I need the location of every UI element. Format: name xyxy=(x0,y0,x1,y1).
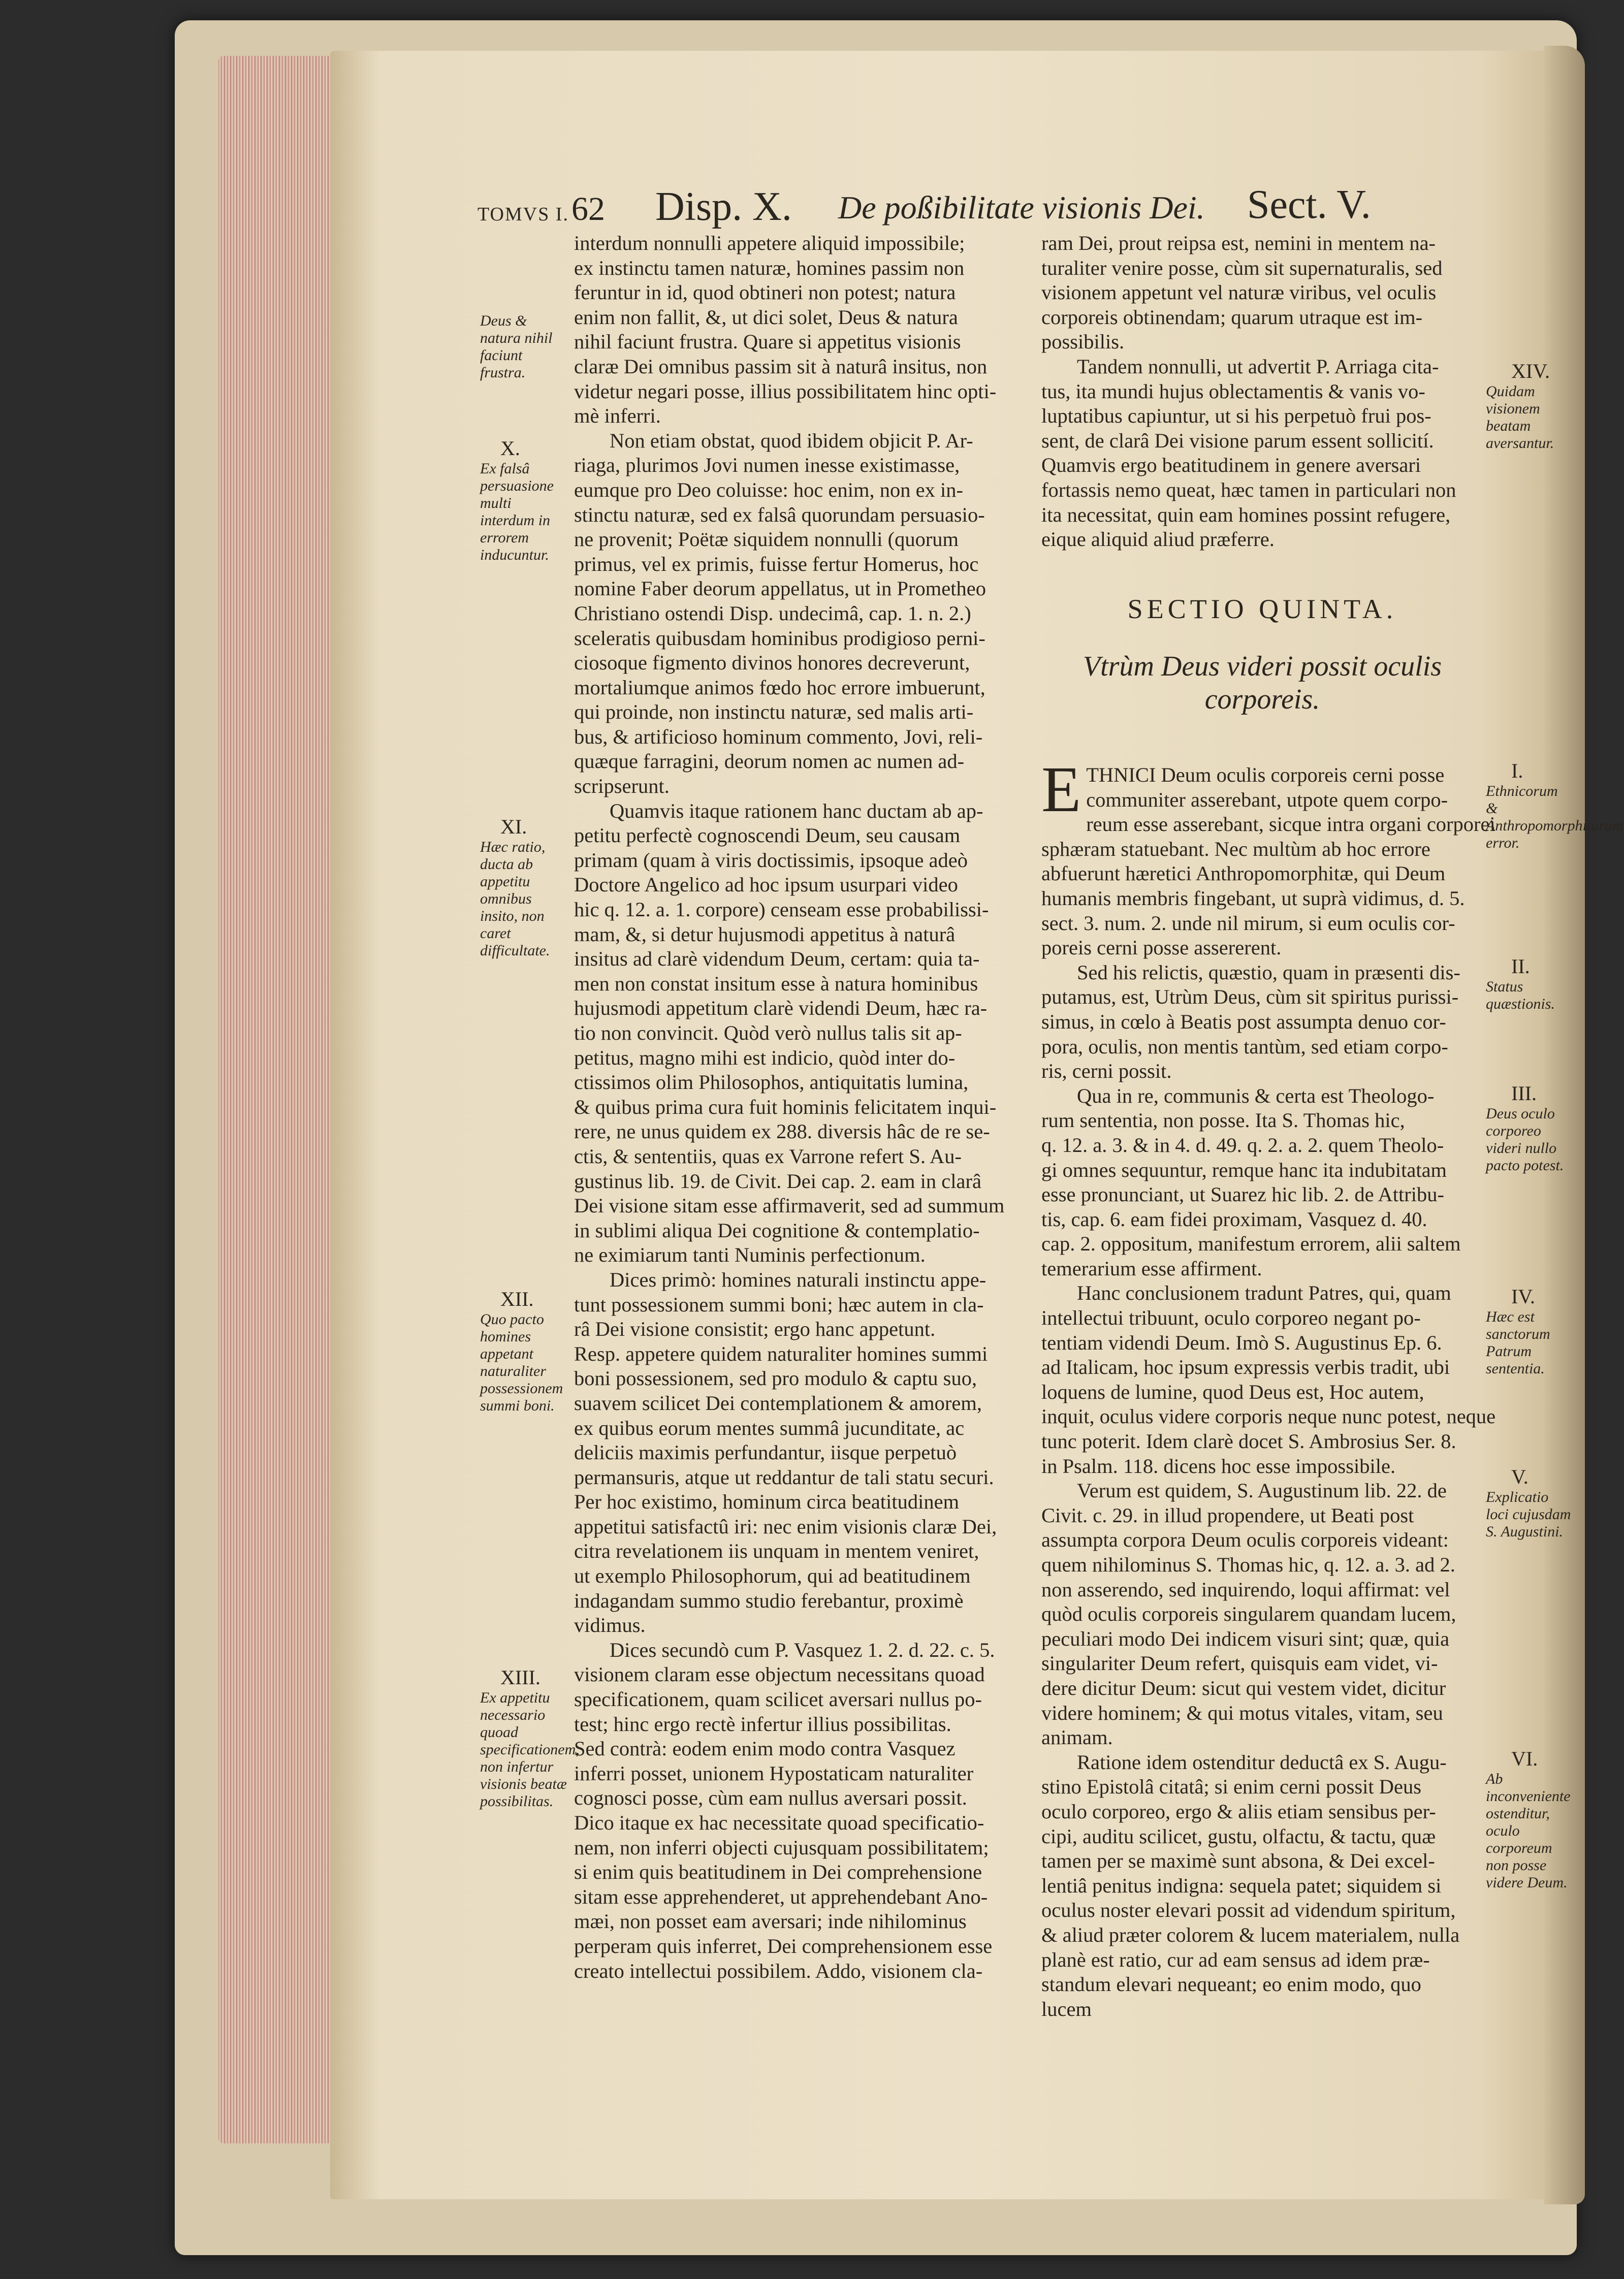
running-header xyxy=(0,177,1624,228)
text-line: bus, & artificioso hominum commento, Jovi, reli- xyxy=(574,725,983,748)
margin-note-number: XII. xyxy=(500,1288,534,1310)
text-line: in Psalm. 118. dicens hoc esse impossibile. xyxy=(1041,1454,1396,1478)
margin-note-right xyxy=(1486,759,1623,852)
text-line: Christiano ostendi Disp. undecimâ, cap. 1. n. 2.) xyxy=(574,601,971,625)
text-line: ex quibus eorum mentes summâ jucunditate, ac xyxy=(574,1416,965,1439)
text-line: eique aliquid aliud præferre. xyxy=(1041,528,1275,551)
text-line: eumque pro Deo coluisse: hoc enim, non ex in- xyxy=(574,478,963,501)
text-line: claræ Dei omnibus passim sit à naturâ insitus, non xyxy=(574,355,988,378)
text-line: vidimus. xyxy=(574,1614,646,1637)
text-line: ad Italicam, hoc ipsum expressis verbis tradit, ubi xyxy=(1041,1356,1450,1379)
drop-capital: E xyxy=(1041,753,1081,825)
text-line: visionem appetunt vel naturæ viribus, vel oculis xyxy=(1041,281,1437,304)
text-line: tamen per se maximè sunt absona, & Dei excel- xyxy=(1041,1849,1435,1873)
text-line: si enim quis beatitudinem in Dei comprehensione xyxy=(574,1860,982,1884)
margin-note-text: Explicatio loci cujusdam S. Augustini. xyxy=(1486,1489,1571,1540)
text-line: boni possessionem, sed pro modulo & captu suo, xyxy=(574,1367,977,1390)
text-line: nomine Faber deorum appellatus, ut in Prometheo xyxy=(574,577,986,600)
text-line: Ratione idem ostenditur deductâ ex S. Augu- xyxy=(1077,1750,1447,1774)
text-line: Per hoc existimo, hominum circa beatitudinem xyxy=(574,1490,960,1514)
text-line: non asserendo, sed inquirendo, loqui affirmat: vel xyxy=(1041,1578,1450,1601)
margin-note-text: Ethnicorum & Anthropomorphitarum error. xyxy=(1486,783,1623,851)
text-line: sceleratis quibusdam hominibus prodigioso perni- xyxy=(574,626,985,650)
text-line: tus, ita mundi hujus oblectamentis & vanis vo- xyxy=(1041,379,1425,403)
text-line: corporeis obtinendam; quarum utraque est im- xyxy=(1041,305,1423,329)
text-line: poreis cerni posse assererent. xyxy=(1041,936,1282,959)
text-line: ris, cerni possit. xyxy=(1041,1060,1172,1083)
margin-note-left xyxy=(480,312,569,381)
header-sect: Sect. V. xyxy=(1247,182,1371,227)
section-subtitle-line1: Vtrùm Deus videri possit oculis xyxy=(1082,651,1442,682)
margin-note-left xyxy=(480,1288,569,1415)
text-line: Civit. c. 29. in illud propendere, ut Beati post xyxy=(1041,1503,1414,1527)
text-line: Dico itaque ex hac necessitate quoad specificatio- xyxy=(574,1811,984,1834)
text-line: inferri posset, unionem Hypostaticam naturaliter xyxy=(574,1761,974,1785)
text-line: rere, ne unus quidem ex 288. diversis hâc de re se- xyxy=(574,1120,990,1143)
text-line: Dices primò: homines naturali instinctu appe- xyxy=(610,1268,986,1291)
text-line: tio non convincit. Quòd verò nullus talis sit ap- xyxy=(574,1021,962,1044)
margin-note-number: X. xyxy=(500,437,520,460)
margin-note-left xyxy=(480,1666,580,1810)
text-line: deliciis maximis perfundantur, iisque perpetuò xyxy=(574,1441,957,1464)
text-line: ne eximiarum tanti Numinis perfectionum. xyxy=(574,1243,926,1267)
text-line: oculus noster elevari possit ad videndum spiritum, xyxy=(1041,1899,1456,1922)
text-line: simus, in cœlo à Beatis post assumpta denuo cor- xyxy=(1041,1010,1446,1033)
text-line: sect. 3. num. 2. unde nil mirum, si eum oculis cor- xyxy=(1041,911,1455,935)
text-line: quæque farragini, deorum nomen ac numen ad- xyxy=(574,750,965,773)
text-line: loquens de lumine, quod Deus est, Hoc autem, xyxy=(1041,1380,1424,1403)
text-line: hujusmodi appetitum clarè videndi Deum, hæc ra- xyxy=(574,997,988,1020)
text-line: & quibus prima cura fuit hominis felicitatem inqui- xyxy=(574,1095,997,1118)
margin-note-text: Hæc est sanctorum Patrum sententia. xyxy=(1486,1308,1550,1377)
margin-note-right xyxy=(1486,360,1572,452)
margin-note-text: Hæc ratio, ducta ab appetitu omnibus insito, non caret difficultate. xyxy=(480,839,550,959)
text-line: indagandam summo studio ferebantur, proximè xyxy=(574,1589,964,1612)
page-edges xyxy=(218,56,330,2143)
text-line: peculiari modo Dei indicem visuri sint; quæ, quia xyxy=(1041,1627,1450,1650)
margin-note-number: II. xyxy=(1511,955,1530,978)
text-line: quòd oculis corporeis singularem quandam lucem, xyxy=(1041,1602,1456,1626)
text-line: cipi, auditu scilicet, gustu, olfactu, & tactu, quæ xyxy=(1041,1824,1436,1848)
text-line: quem nihilominus S. Thomas hic, q. 12. a. 3. ad 2. xyxy=(1041,1553,1455,1576)
text-line: nihil faciunt frustra. Quare si appetitus visionis xyxy=(574,330,961,354)
text-line: appetitui satisfactû iri: nec enim visionis claræ Dei, xyxy=(574,1515,997,1538)
text-line: turaliter venire posse, cùm sit supernaturalis, sed xyxy=(1041,256,1443,279)
text-line: abfuerunt hæretici Anthropomorphitæ, qui Deum xyxy=(1041,862,1446,885)
text-line: permansuris, atque ut reddantur de tali statu securi. xyxy=(574,1465,994,1489)
margin-note-number: VI. xyxy=(1511,1747,1538,1770)
text-line: Non etiam obstat, quod ibidem objicit P. Ar- xyxy=(610,429,973,452)
text-line: mortaliumque animos fœdo hoc errore imbuerunt, xyxy=(574,676,985,699)
text-line: gi omnes sequuntur, remque hanc ita indubitatam xyxy=(1041,1158,1447,1181)
text-line: q. 12. a. 3. & in 4. d. 49. q. 2. a. 2. quem Theolo- xyxy=(1041,1133,1444,1157)
text-line: sphæram statuebant. Nec multùm ab hoc errore xyxy=(1041,837,1430,860)
text-line: putamus, est, Utrùm Deus, cùm sit spiritus purissi- xyxy=(1041,985,1459,1009)
text-line: humanis membris fingebant, ut suprà vidimus, d. 5. xyxy=(1041,886,1465,910)
text-line: ut exemplo Philosophorum, qui ad beatitudinem xyxy=(574,1564,971,1588)
text-line: ciosoque figmento divinos honores decreverunt, xyxy=(574,651,970,675)
text-line: visionem claram esse objectum necessitans quoad xyxy=(574,1663,985,1686)
text-line: cap. 2. oppositum, manifestum errorem, alii saltem xyxy=(1041,1232,1461,1256)
text-line: hic q. 12. a. 1. corpore) censeam esse probabilissi- xyxy=(574,898,989,921)
text-line: râ Dei visione consistit; ergo hanc appetunt. xyxy=(574,1318,936,1341)
text-line: intellectui tribuunt, oculo corporeo negant po- xyxy=(1041,1306,1421,1330)
text-line: stino Epistolâ citatâ; si enim cerni possit Deus xyxy=(1041,1775,1422,1799)
text-line: planè est ratio, cur ad eam sensus ad idem præ- xyxy=(1041,1948,1430,1971)
text-line: interdum nonnulli appetere aliquid impossibile; xyxy=(574,232,965,254)
text-line: ram Dei, prout reipsa est, nemini in mentem na- xyxy=(1041,232,1436,254)
text-line: THNICI Deum oculis corporeis cerni posse xyxy=(1086,763,1445,786)
text-line: feruntur in id, quod obtineri non potest; natura xyxy=(574,281,956,304)
margin-note-text: Quidam visionem beatam aversantur. xyxy=(1486,383,1554,452)
text-line: fortassis nemo queat, hæc tamen in particulari non xyxy=(1041,478,1456,501)
text-line: Sed his relictis, quæstio, quam in præsenti dis- xyxy=(1077,960,1460,984)
text-line: standum elevari nequeant; eo enim modo, quo xyxy=(1041,1973,1421,1996)
margin-note-right xyxy=(1486,1285,1572,1377)
header-disp: Disp. X. xyxy=(655,184,792,229)
text-line: inquit, oculus videre corporis neque nunc potest, neque xyxy=(1041,1405,1496,1428)
text-line: citra revelationem iis unquam in mentem veniret, xyxy=(574,1539,979,1563)
text-line: rum sententia, non posse. Ita S. Thomas hic, xyxy=(1041,1109,1405,1132)
text-line: Qua in re, communis & certa est Theologo- xyxy=(1077,1084,1435,1107)
margin-note-right xyxy=(1486,1465,1572,1540)
text-line: Resp. appetere quidem naturaliter homines summi xyxy=(574,1342,988,1365)
text-line: petitu perfectè cognoscendi Deum, seu causam xyxy=(574,824,961,847)
text-line: tunc poterit. Idem clarè docet S. Ambrosius Ser. 8. xyxy=(1041,1430,1456,1453)
text-line: Hanc conclusionem tradunt Patres, qui, quam xyxy=(1077,1281,1451,1305)
text-line: suavem scilicet Dei contemplationem & amorem, xyxy=(574,1391,982,1415)
text-line: test; hinc ergo rectè infertur illius possibilitas. xyxy=(574,1712,951,1736)
margin-note-number: I. xyxy=(1511,759,1523,782)
text-line: petitus, magno mihi est indicio, quòd inter do- xyxy=(574,1046,956,1069)
text-line: Quamvis itaque rationem hanc ductam ab ap- xyxy=(610,799,983,822)
text-line: cognosci posse, cùm eam nullus aversari possit. xyxy=(574,1786,967,1810)
right-text-column-bottom xyxy=(1041,753,1496,2021)
margin-note-text: Ex appetitu necessario quoad specificationem, non infertur visionis beatæ possibilitas. xyxy=(480,1689,580,1810)
text-line: pora, oculis, non mentis tantùm, sed etiam corpo- xyxy=(1041,1035,1448,1058)
text-line: sent, de clarâ Dei visione parum essent sollicití. xyxy=(1041,429,1434,452)
text-line: lucem xyxy=(1041,1997,1092,2020)
text-line: mè inferri. xyxy=(574,404,661,428)
text-line: enim non fallit, &, ut dici solet, Deus & natura xyxy=(574,305,958,329)
margin-note-text: Ab inconveniente ostenditur, oculo corporeum non posse videre Deum. xyxy=(1486,1771,1571,1891)
text-line: & aliud præter colorem & lucem materialem, nulla xyxy=(1041,1923,1460,1946)
text-line: singulariter Deum refert, quisquis eam videt, vi- xyxy=(1041,1652,1438,1675)
text-line: communiter asserebant, utpote quem corpo- xyxy=(1086,788,1448,811)
text-line: men non constat insitum esse à natura hominibus xyxy=(574,972,978,995)
text-line: ex instinctu tamen naturæ, homines passim non xyxy=(574,256,965,279)
section-title: SECTIO QUINTA. xyxy=(1127,594,1397,624)
text-line: ctissimos olim Philosophos, antiquitatis lumina, xyxy=(574,1071,969,1094)
margin-note-text: Deus & natura nihil faciunt frustra. xyxy=(480,312,553,381)
margin-note-right xyxy=(1486,1082,1572,1174)
text-line: in sublimi aliqua Dei cognitione & contemplatio- xyxy=(574,1218,980,1242)
text-line: Tandem nonnulli, ut advertit P. Arriaga cita- xyxy=(1077,355,1439,378)
margin-note-text: Status quæstionis. xyxy=(1486,978,1555,1012)
text-line: assumpta corpora Deum oculis corporeis videant: xyxy=(1041,1528,1449,1552)
text-line: tunt possessionem summi boni; hæc autem in cla- xyxy=(574,1293,984,1316)
text-line: luptatibus capiuntur, ut si his perpetuò frui pos- xyxy=(1041,404,1431,428)
page-number: 62 xyxy=(571,190,605,228)
text-line: temerarium esse affirment. xyxy=(1041,1257,1262,1280)
text-line: Dei visione sitam esse affirmaverit, sed ad summum xyxy=(574,1194,1005,1217)
margin-note-right xyxy=(1486,955,1572,1013)
text-line: dere dicitur Deum: sicut qui vestem videt, dicitur xyxy=(1041,1676,1446,1699)
text-line: Doctore Angelico ad hoc ipsum usurpari video xyxy=(574,873,958,896)
margin-note-left xyxy=(480,437,569,564)
text-line: stinctu naturæ, sed ex falsâ quorundam persuasio- xyxy=(574,503,985,526)
text-line: Quamvis ergo beatitudinem in genere aversari xyxy=(1041,454,1421,477)
text-line: reum esse asserebant, sicque intra organi corporei xyxy=(1086,813,1495,836)
margin-note-text: Deus oculo corporeo videri nullo pacto potest. xyxy=(1486,1105,1564,1174)
text-line: insitus ad clarè videndum Deum, certam: quia ta- xyxy=(574,947,980,971)
right-text-column-top xyxy=(1041,231,1483,552)
text-line: Verum est quidem, S. Augustinum lib. 22. de xyxy=(1077,1479,1447,1502)
text-line: gustinus lib. 19. de Civit. Dei cap. 2. eam in clarâ xyxy=(574,1169,981,1193)
header-tomus: TOMVS I. xyxy=(477,204,569,225)
margin-note-number: III. xyxy=(1511,1082,1537,1105)
text-line: oculo corporeo, ergo & aliis etiam sensibus per- xyxy=(1041,1800,1436,1823)
margin-note-text: Ex falsâ persuasione multi interdum in errorem inducuntur. xyxy=(480,460,554,563)
text-line: specificationem, quam scilicet aversari nullus po- xyxy=(574,1688,982,1711)
text-line: animam. xyxy=(1041,1726,1113,1749)
text-line: mam, &, si detur hujusmodi appetitus à naturâ xyxy=(574,922,956,946)
text-line: possibilis. xyxy=(1041,330,1125,354)
margin-note-number: XIII. xyxy=(500,1666,540,1689)
text-line: sitam esse apprehenderet, ut apprehendebant Ano- xyxy=(574,1885,988,1908)
text-line: mæi, non posset eam aversari; inde nihilominus xyxy=(574,1910,967,1933)
text-line: scripserunt. xyxy=(574,775,670,798)
text-line: videtur negari posse, illius possibilitatem hinc opti- xyxy=(574,379,997,403)
text-line: tentiam videndi Deum. Imò S. Augustinus Ep. 6. xyxy=(1041,1331,1442,1354)
text-line: esse pronunciant, ut Suarez hic lib. 2. de Attribu- xyxy=(1041,1183,1444,1206)
section-subtitle-line2: corporeis. xyxy=(1204,684,1320,715)
margin-note-right xyxy=(1486,1747,1572,1891)
text-line: lentiâ penitus indigna: sequela patet; siquidem si xyxy=(1041,1874,1442,1897)
text-line: tis, cap. 6. eam fidei proximam, Vasquez d. 40. xyxy=(1041,1207,1427,1231)
text-line: ne provenit; Poëtæ siquidem nonnulli (quorum xyxy=(574,528,959,551)
text-line: qui proinde, non instinctu naturæ, sed malis arti- xyxy=(574,700,974,724)
margin-note-number: XIV. xyxy=(1511,360,1550,382)
text-line: primus, vel ex primis, fuisse fertur Homerus, hoc xyxy=(574,552,979,575)
text-line: riaga, plurimos Jovi numen inesse existimasse, xyxy=(574,454,960,477)
text-line: ita necessitat, quin eam homines possint refugere, xyxy=(1041,503,1451,526)
text-line: Dices secundò cum P. Vasquez 1. 2. d. 22. c. 5. xyxy=(610,1638,995,1661)
left-text-column xyxy=(574,231,1021,1983)
text-line: Sed contrà: eodem enim modo contra Vasquez xyxy=(574,1737,956,1760)
text-line: perperam quis inferret, Dei comprehensionem esse xyxy=(574,1934,993,1957)
text-line: nem, non inferri objecti cujusquam possibilitatem; xyxy=(574,1836,989,1859)
text-line: creato intellectui possibilem. Addo, visionem cla- xyxy=(574,1959,983,1982)
margin-note-number: IV. xyxy=(1511,1285,1536,1308)
margin-note-left xyxy=(480,815,569,959)
header-title: De poßibilitate visionis Dei. xyxy=(838,189,1205,226)
text-line: ctis, & sententiis, quas ex Varrone refert S. Au- xyxy=(574,1144,962,1168)
margin-note-text: Quo pacto homines appetant naturaliter possessionem summi boni. xyxy=(480,1311,563,1414)
text-line: primam (quam à viris doctissimis, ipsoque adeò xyxy=(574,848,968,872)
margin-note-number: V. xyxy=(1511,1465,1529,1488)
margin-note-number: XI. xyxy=(500,815,527,838)
text-line: videre hominem; & qui motus vitales, vitam, seu xyxy=(1041,1701,1443,1724)
